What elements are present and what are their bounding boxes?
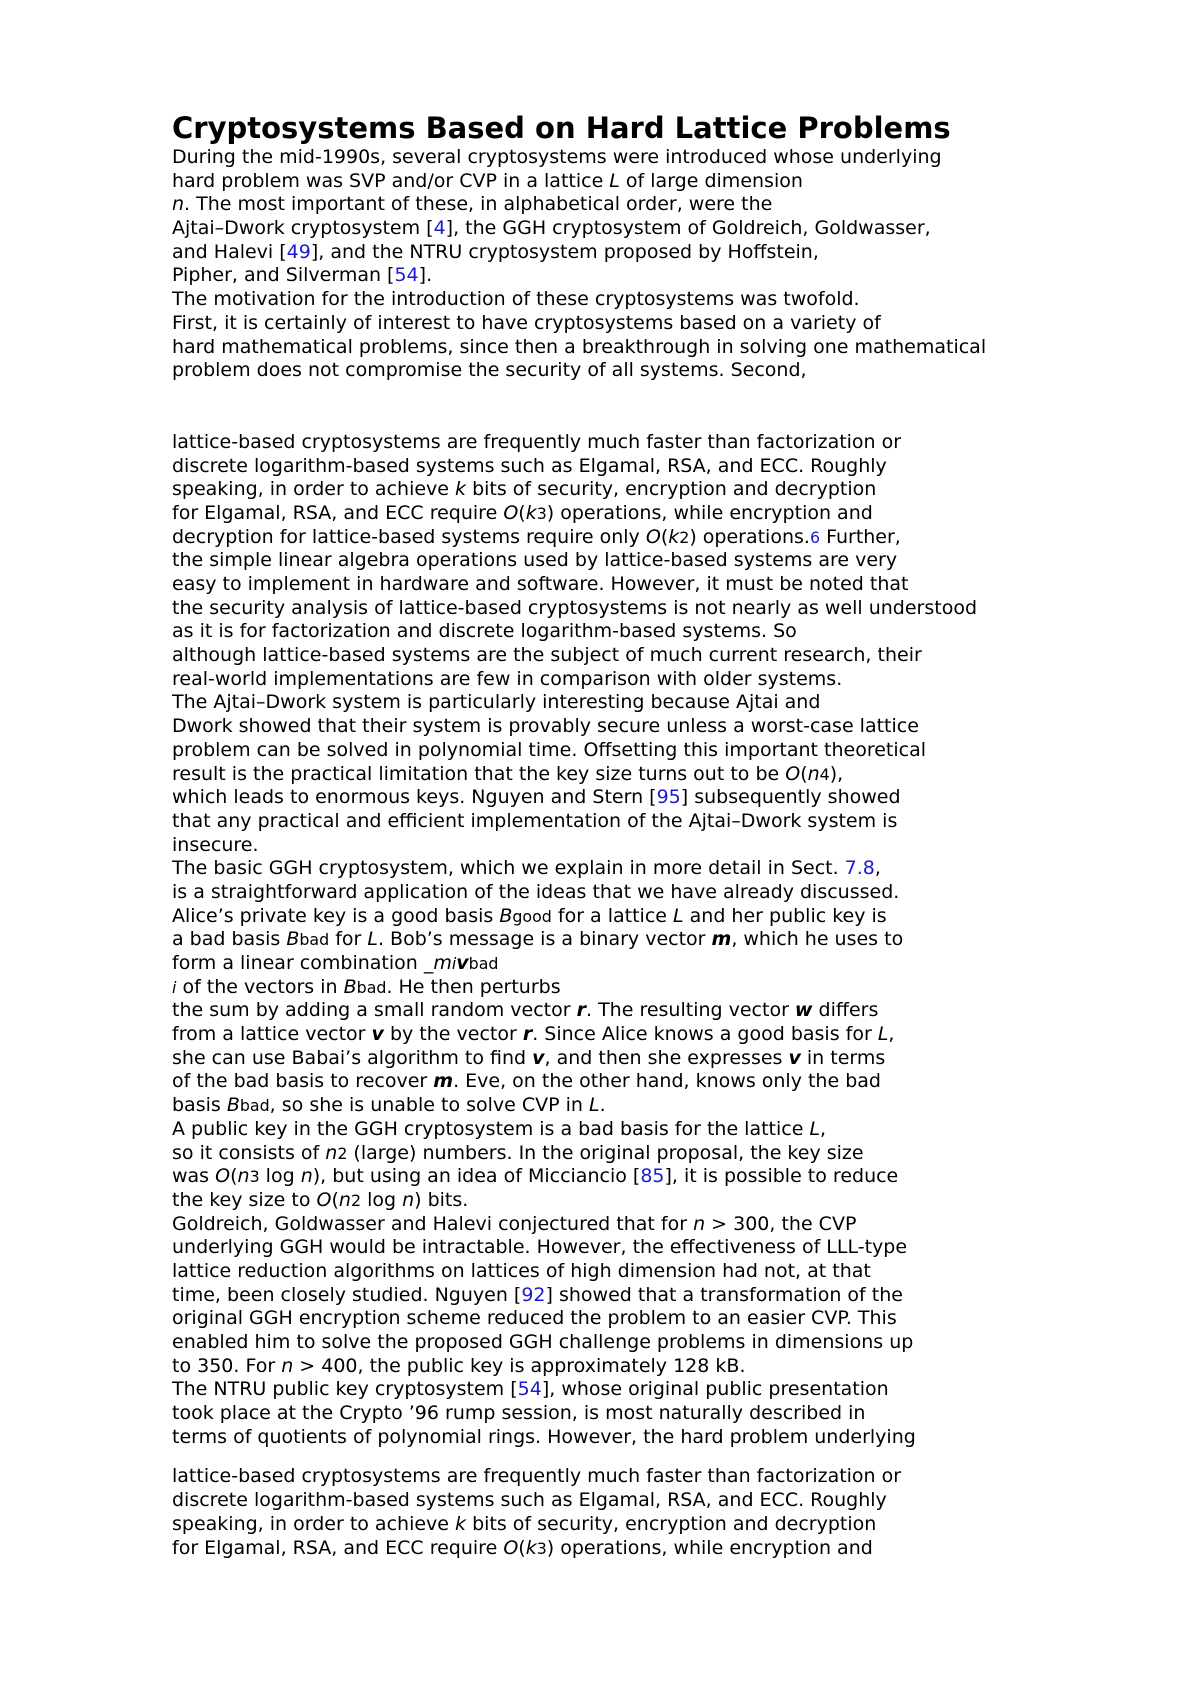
- text-line: terms of quotients of polynomial rings. However, the hard problem underlying: [172, 1425, 916, 1448]
- text-line: basis Bbad, so she is unable to solve CVP in L.: [172, 1094, 606, 1117]
- text-line: was O(n3 log n), but using an idea of Micciancio [85], it is possible to reduce: [172, 1165, 899, 1188]
- reference-link[interactable]: 54: [517, 1378, 542, 1401]
- text-line: insecure.: [172, 833, 259, 856]
- text-line: The motivation for the introduction of these cryptosystems was twofold.: [172, 288, 860, 311]
- text-line: The NTRU public key cryptosystem [54], whose original public presentation: [172, 1378, 889, 1401]
- text-line: discrete logarithm-based systems such as Elgamal, RSA, and ECC. Roughly: [172, 454, 887, 477]
- text-line: Alice’s private key is a good basis Bgood for a lattice L and her public key is: [172, 904, 887, 927]
- text-line: the key size to O(n2 log n) bits.: [172, 1188, 469, 1211]
- text-line: The basic GGH cryptosystem, which we explain in more detail in Sect. 7.8,: [172, 857, 881, 880]
- reference-link[interactable]: 85: [640, 1165, 665, 1188]
- text-line: and Halevi [49], and the NTRU cryptosystem proposed by Hoffstein,: [172, 240, 819, 263]
- text-line: so it consists of n2 (large) numbers. In the original proposal, the key size: [172, 1141, 864, 1164]
- text-line: hard mathematical problems, since then a breakthrough in solving one mathematical: [172, 335, 987, 358]
- text-line: i of the vectors in Bbad. He then perturbs: [172, 975, 561, 998]
- text-line: n. The most important of these, in alphabetical order, were the: [172, 193, 773, 216]
- text-line: took place at the Crypto ’96 rump session, is most naturally described in: [172, 1402, 866, 1425]
- text-line: form a linear combination _mivbad: [172, 952, 499, 974]
- reference-link[interactable]: 54: [394, 264, 419, 287]
- reference-link[interactable]: 95: [656, 786, 681, 809]
- text-line: easy to implement in hardware and software. However, it must be noted that: [172, 573, 909, 595]
- text-line: the sum by adding a small random vector r. The resulting vector w differs: [172, 999, 879, 1022]
- paragraph-block-3: [172, 1465, 1072, 1560]
- text-line: is a straightforward application of the ideas that we have already discussed.: [172, 880, 900, 903]
- text-line: decryption for lattice-based systems require only O(k2) operations.6 Further,: [172, 525, 901, 548]
- reference-link[interactable]: 49: [286, 240, 311, 263]
- spacer: [172, 1449, 1072, 1465]
- text-line: Pipher, and Silverman [54].: [172, 264, 433, 287]
- text-line: Dwork showed that their system is provably secure unless a worst-case lattice: [172, 715, 919, 738]
- text-line: although lattice-based systems are the subject of much current research, their: [172, 644, 922, 667]
- text-line: lattice reduction algorithms on lattices of high dimension had not, at that: [172, 1259, 871, 1282]
- text-line: the security analysis of lattice-based cryptosystems is not nearly as well understood: [172, 596, 978, 619]
- text-line: as it is for factorization and discrete logarithm-based systems. So: [172, 620, 797, 643]
- text-line: she can use Babai’s algorithm to find v, and then she expresses v in terms: [172, 1046, 886, 1069]
- text-line: result is the practical limitation that the key size turns out to be O(n4),: [172, 762, 844, 785]
- reference-link[interactable]: 6: [809, 527, 821, 547]
- text-line: a bad basis Bbad for L. Bob’s message is a binary vector m, which he uses to: [172, 928, 904, 951]
- text-line: A public key in the GGH cryptosystem is a bad basis for the lattice L,: [172, 1117, 827, 1140]
- text-line: problem does not compromise the security of all systems. Second,: [172, 359, 807, 382]
- text-line: hard problem was SVP and/or CVP in a lattice L of large dimension: [172, 169, 803, 192]
- reference-link[interactable]: 7.8: [844, 857, 875, 880]
- text-line: speaking, in order to achieve k bits of security, encryption and decryption: [172, 1512, 877, 1535]
- text-line: underlying GGH would be intractable. However, the effectiveness of LLL-type: [172, 1236, 908, 1259]
- text-line: During the mid-1990s, several cryptosystems were introduced whose underlying: [172, 146, 942, 168]
- text-line: that any practical and efficient implementation of the Ajtai–Dwork system is: [172, 809, 898, 832]
- text-line: lattice-based cryptosystems are frequently much faster than factorization or: [172, 1465, 902, 1488]
- text-line: First, it is certainly of interest to have cryptosystems based on a variety of: [172, 311, 881, 334]
- text-line: Ajtai–Dwork cryptosystem [4], the GGH cryptosystem of Goldreich, Goldwasser,: [172, 217, 931, 240]
- spacer: [172, 383, 1072, 431]
- text-line: time, been closely studied. Nguyen [92] showed that a transformation of the: [172, 1283, 903, 1306]
- reference-link[interactable]: 92: [521, 1283, 546, 1306]
- text-line: the simple linear algebra operations used by lattice-based systems are very: [172, 549, 898, 572]
- text-line: of the bad basis to recover m. Eve, on the other hand, knows only the bad: [172, 1070, 881, 1093]
- page-title: Cryptosystems Based on Hard Lattice Problems: [172, 111, 951, 145]
- text-line: original GGH encryption scheme reduced the problem to an easier CVP. This: [172, 1307, 897, 1330]
- text-line: speaking, in order to achieve k bits of security, encryption and decryption: [172, 478, 877, 501]
- text-line: problem can be solved in polynomial time. Offsetting this important theoretical: [172, 738, 926, 761]
- text-line: discrete logarithm-based systems such as Elgamal, RSA, and ECC. Roughly: [172, 1489, 887, 1512]
- text-line: from a lattice vector v by the vector r. Since Alice knows a good basis for L,: [172, 1023, 895, 1046]
- text-line: enabled him to solve the proposed GGH challenge problems in dimensions up: [172, 1331, 914, 1353]
- text-line: for Elgamal, RSA, and ECC require O(k3) operations, while encryption and: [172, 1536, 873, 1559]
- text-line: Goldreich, Goldwasser and Halevi conjectured that for n > 300, the CVP: [172, 1212, 857, 1235]
- reference-link[interactable]: 4: [433, 217, 446, 240]
- text-line: lattice-based cryptosystems are frequently much faster than factorization or: [172, 430, 902, 453]
- document-page: [172, 110, 1072, 1560]
- text-line: for Elgamal, RSA, and ECC require O(k3) operations, while encryption and: [172, 501, 873, 524]
- paragraph-block-1: [172, 146, 1072, 383]
- text-line: The Ajtai–Dwork system is particularly interesting because Ajtai and: [172, 691, 821, 714]
- text-line: real-world implementations are few in comparison with older systems.: [172, 667, 843, 690]
- text-line: which leads to enormous keys. Nguyen and Stern [95] subsequently showed: [172, 786, 901, 809]
- paragraph-block-2: [172, 431, 1072, 1450]
- text-line: to 350. For n > 400, the public key is approximately 128 kB.: [172, 1354, 746, 1377]
